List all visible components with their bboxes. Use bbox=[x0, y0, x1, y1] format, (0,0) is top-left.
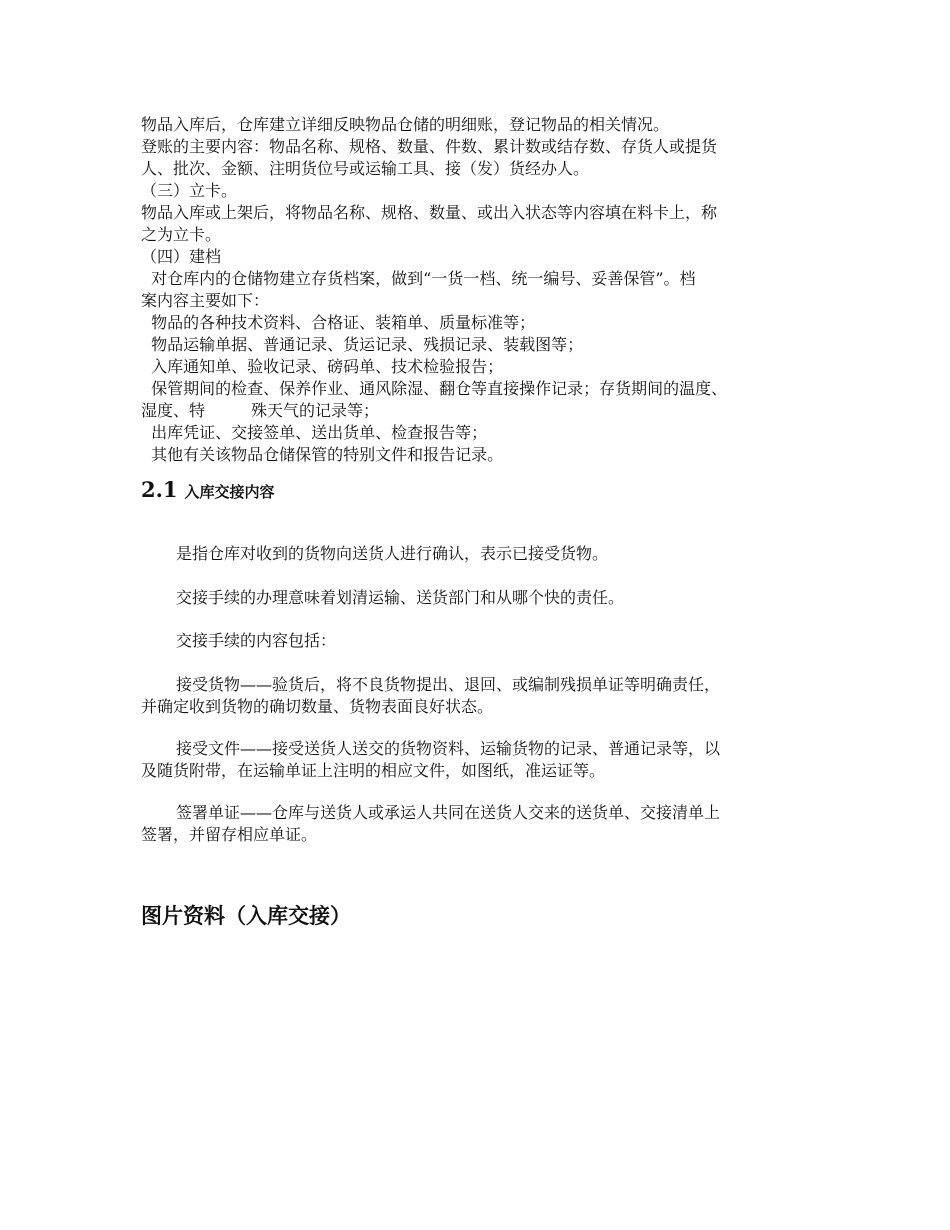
list-item: 物品的各种技术资料、合格证、装箱单、质量标准等； bbox=[141, 313, 536, 332]
list-item: 入库通知单、验收记录、磅码单、技术检验报告； bbox=[141, 357, 504, 376]
warehouse-records-text bbox=[141, 114, 831, 466]
list-item: 出库凭证、交接签单、送出货单、检查报告等； bbox=[141, 423, 488, 442]
paragraph bbox=[141, 674, 813, 718]
text-line: 及随货附带，在运输单证上注明的相应文件，如图纸，准运证等。 bbox=[141, 761, 606, 780]
list-item: 物品运输单据、普通记录、货运记录、残损记录、装载图等； bbox=[141, 335, 584, 354]
text-segment: 殊天气的记录等； bbox=[251, 401, 380, 420]
section-number: 2.1 bbox=[141, 477, 178, 502]
list-item: 其他有关该物品仓储保管的特别文件和报告记录。 bbox=[141, 445, 504, 464]
text-line: 交接手续的办理意味着划清运输、送货部门和从哪个快的责任。 bbox=[176, 588, 625, 607]
section-title: 入库交接内容 bbox=[184, 483, 275, 501]
paragraph bbox=[141, 543, 813, 565]
text-line: 是指仓库对收到的货物向送货人进行确认，表示已接受货物。 bbox=[176, 544, 609, 563]
text-line: 之为立卡。 bbox=[141, 225, 222, 244]
text-line: 登账的主要内容：物品名称、规格、数量、件数、累计数或结存数、存货人或提货 bbox=[141, 137, 718, 156]
section-heading-2-1 bbox=[141, 477, 275, 505]
paragraph bbox=[141, 630, 813, 652]
text-segment: 湿度、特 bbox=[141, 401, 206, 420]
paragraph bbox=[141, 738, 813, 782]
paragraph bbox=[141, 802, 813, 846]
text-line: 接受货物——验货后，将不良货物提出、退回、或编制残损单证等明确责任， bbox=[176, 675, 721, 694]
text-line: 交接手续的内容包括： bbox=[176, 631, 337, 650]
subheading-archive: （四）建档 bbox=[141, 247, 222, 266]
text-line: 案内容主要如下： bbox=[141, 291, 270, 310]
text-line: 并确定收到货物的确切数量、货物表面良好状态。 bbox=[141, 697, 494, 716]
paragraph bbox=[141, 587, 813, 609]
text-line: 对仓库内的仓储物建立存货档案，做到“一货一档、统一编号、妥善保管”。档 bbox=[141, 269, 696, 288]
text-line: 物品入库或上架后，将物品名称、规格、数量、或出入状态等内容填在料卡上，称 bbox=[141, 203, 718, 222]
text-line: 物品入库后，仓库建立详细反映物品仓储的明细账，登记物品的相关情况。 bbox=[141, 115, 670, 134]
text-line: 签署，并留存相应单证。 bbox=[141, 825, 318, 844]
text-line: 人、批次、金额、注明货位号或运输工具、接（发）货经办人。 bbox=[141, 159, 590, 178]
text-line: 签署单证——仓库与送货人或承运人共同在送货人交来的送货单、交接清单上 bbox=[176, 803, 721, 822]
text-line: 接受文件——接受送货人送交的货物资料、运输货物的记录、普通记录等，以 bbox=[176, 739, 721, 758]
list-item-continuation bbox=[141, 400, 831, 422]
list-item: 保管期间的检查、保养作业、通风除湿、翻仓等直接操作记录；存货期间的温度、 bbox=[141, 379, 728, 398]
image-section-heading: 图片资料（入库交接） bbox=[141, 904, 351, 928]
subheading-card: （三）立卡。 bbox=[141, 181, 238, 200]
